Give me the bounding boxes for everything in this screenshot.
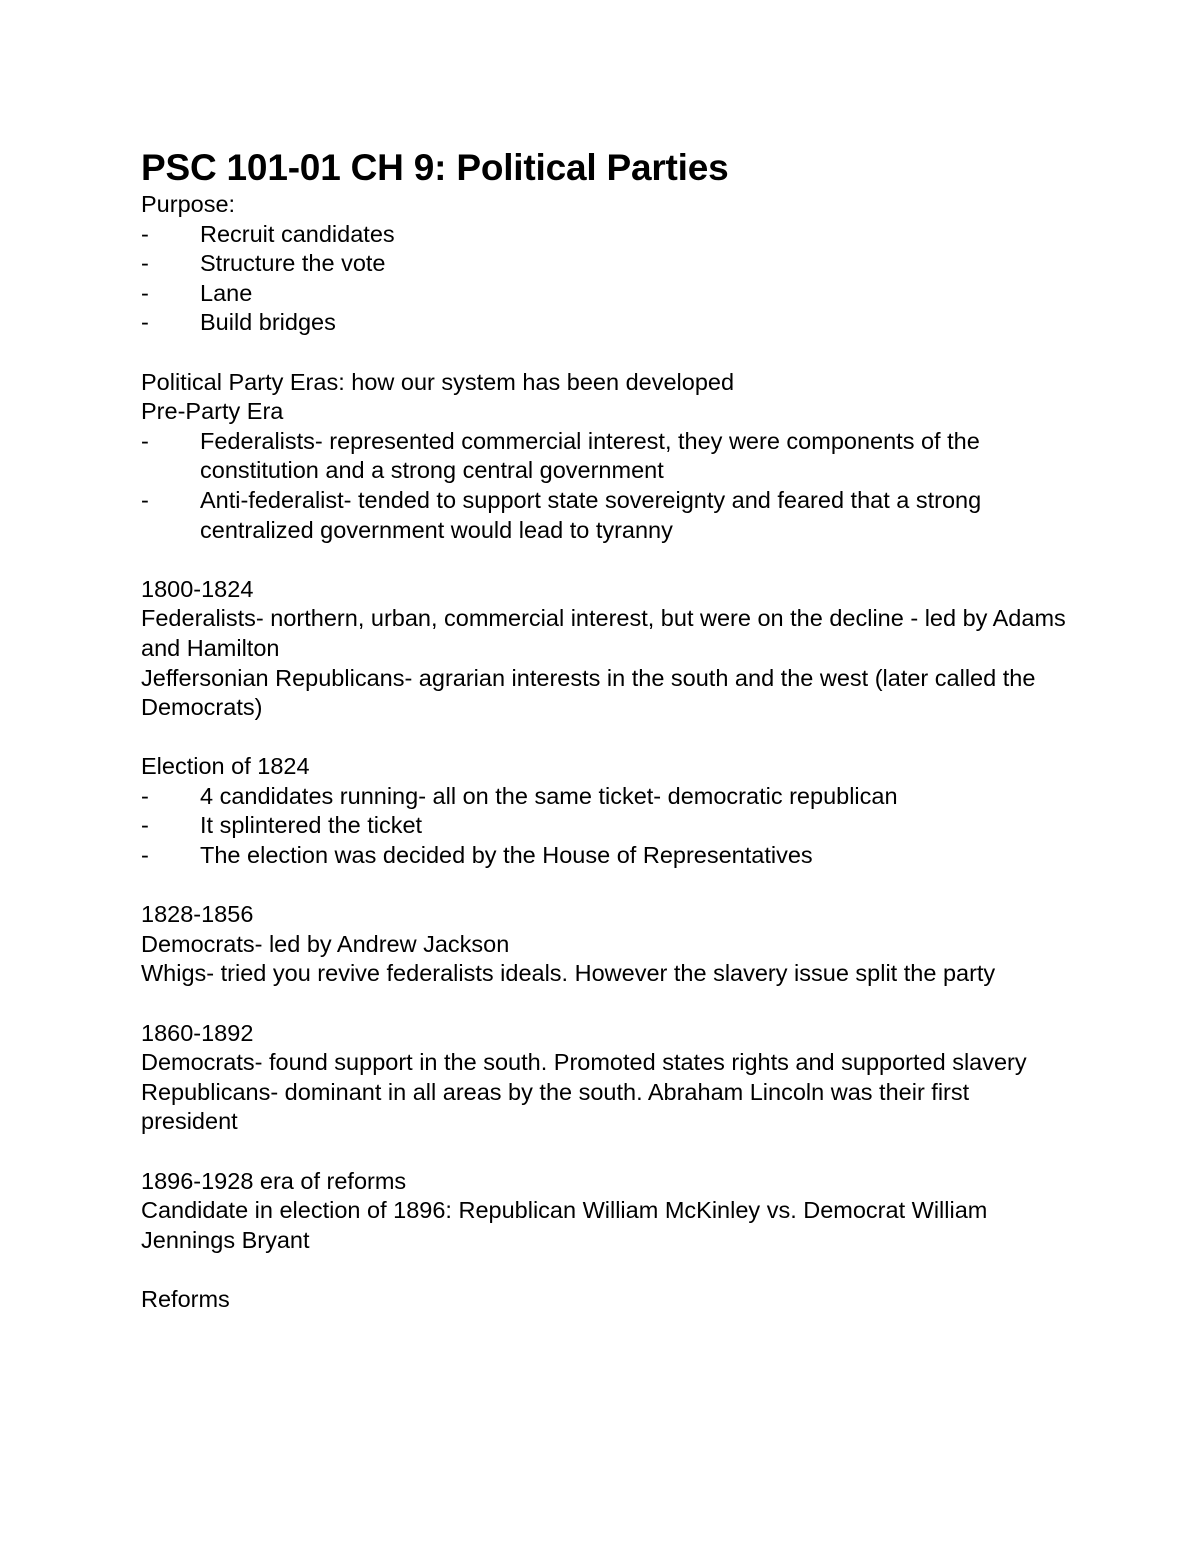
list-item [141,308,1071,338]
blank-line [141,871,1071,901]
dash-bullet: - [141,427,149,454]
era-1860-democrats: Democrats- found support in the south. Promoted states rights and supported slavery [141,1049,1027,1076]
dash-bullet: - [141,812,149,839]
era-1828-whigs: Whigs- tried you revive federalists ideals. However the slavery issue split the party [141,960,996,987]
list-item [141,841,1071,871]
blank-line [141,545,1071,575]
era-1896-candidates: Candidate in election of 1896: Republican William McKinley vs. Democrat William Jennings Bryant [141,1197,988,1253]
era-1896-heading: 1896-1928 era of reforms [141,1167,407,1194]
list-item-text: It splintered the ticket [200,812,423,839]
list-item-text: Anti-federalist- tended to support state sovereignty and feared that a strong centralized government would lead to tyranny [200,486,982,543]
list-item [141,782,1071,812]
era-1800-federalists: Federalists- northern, urban, commercial interest, but were on the decline - led by Adams and Hamilton [141,605,1066,661]
dash-bullet: - [141,782,149,809]
pre-party-list [141,427,1071,545]
dash-bullet: - [141,220,149,247]
dash-bullet: - [141,842,149,869]
era-1800-heading: 1800-1824 [141,575,254,602]
pre-party-heading: Pre-Party Era [141,398,284,425]
dash-bullet: - [141,309,149,336]
dash-bullet: - [141,486,149,513]
dash-bullet: - [141,250,149,277]
era-1860-heading: 1860-1892 [141,1019,254,1046]
purpose-heading: Purpose: [141,191,236,217]
blank-line [141,1137,1071,1167]
blank-line [141,1255,1071,1285]
page-title: PSC 101-01 CH 9: Political Parties [141,147,729,188]
election-1824-heading: Election of 1824 [141,753,310,780]
list-item [141,220,1071,250]
list-item-text: Lane [200,279,253,306]
dash-bullet: - [141,279,149,306]
election-1824-list [141,782,1071,871]
blank-line [141,723,1071,753]
list-item-text: The election was decided by the House of Representatives [200,842,813,869]
blank-line [141,989,1071,1019]
list-item [141,249,1071,279]
list-item-text: Recruit candidates [200,220,395,247]
list-item-text: Structure the vote [200,250,386,277]
era-1828-heading: 1828-1856 [141,901,254,928]
document-page [141,146,1071,1315]
purpose-list [141,220,1071,338]
list-item [141,811,1071,841]
list-item-text: Federalists- represented commercial interest, they were components of the constitution and a strong central government [200,427,980,484]
era-1860-republicans: Republicans- dominant in all areas by the south. Abraham Lincoln was their first president [141,1078,970,1135]
era-1828-democrats: Democrats- led by Andrew Jackson [141,930,510,957]
era-1800-republicans: Jeffersonian Republicans- agrarian interests in the south and the west (later called the Democrats) [141,664,1036,721]
list-item [141,279,1071,309]
list-item-text: Build bridges [200,309,336,336]
blank-line [141,338,1071,368]
reforms-heading: Reforms [141,1285,230,1312]
list-item [141,486,1071,545]
eras-intro: Political Party Eras: how our system has been developed [141,368,735,395]
list-item-text: 4 candidates running- all on the same ticket- democratic republican [200,782,898,809]
list-item [141,427,1071,486]
